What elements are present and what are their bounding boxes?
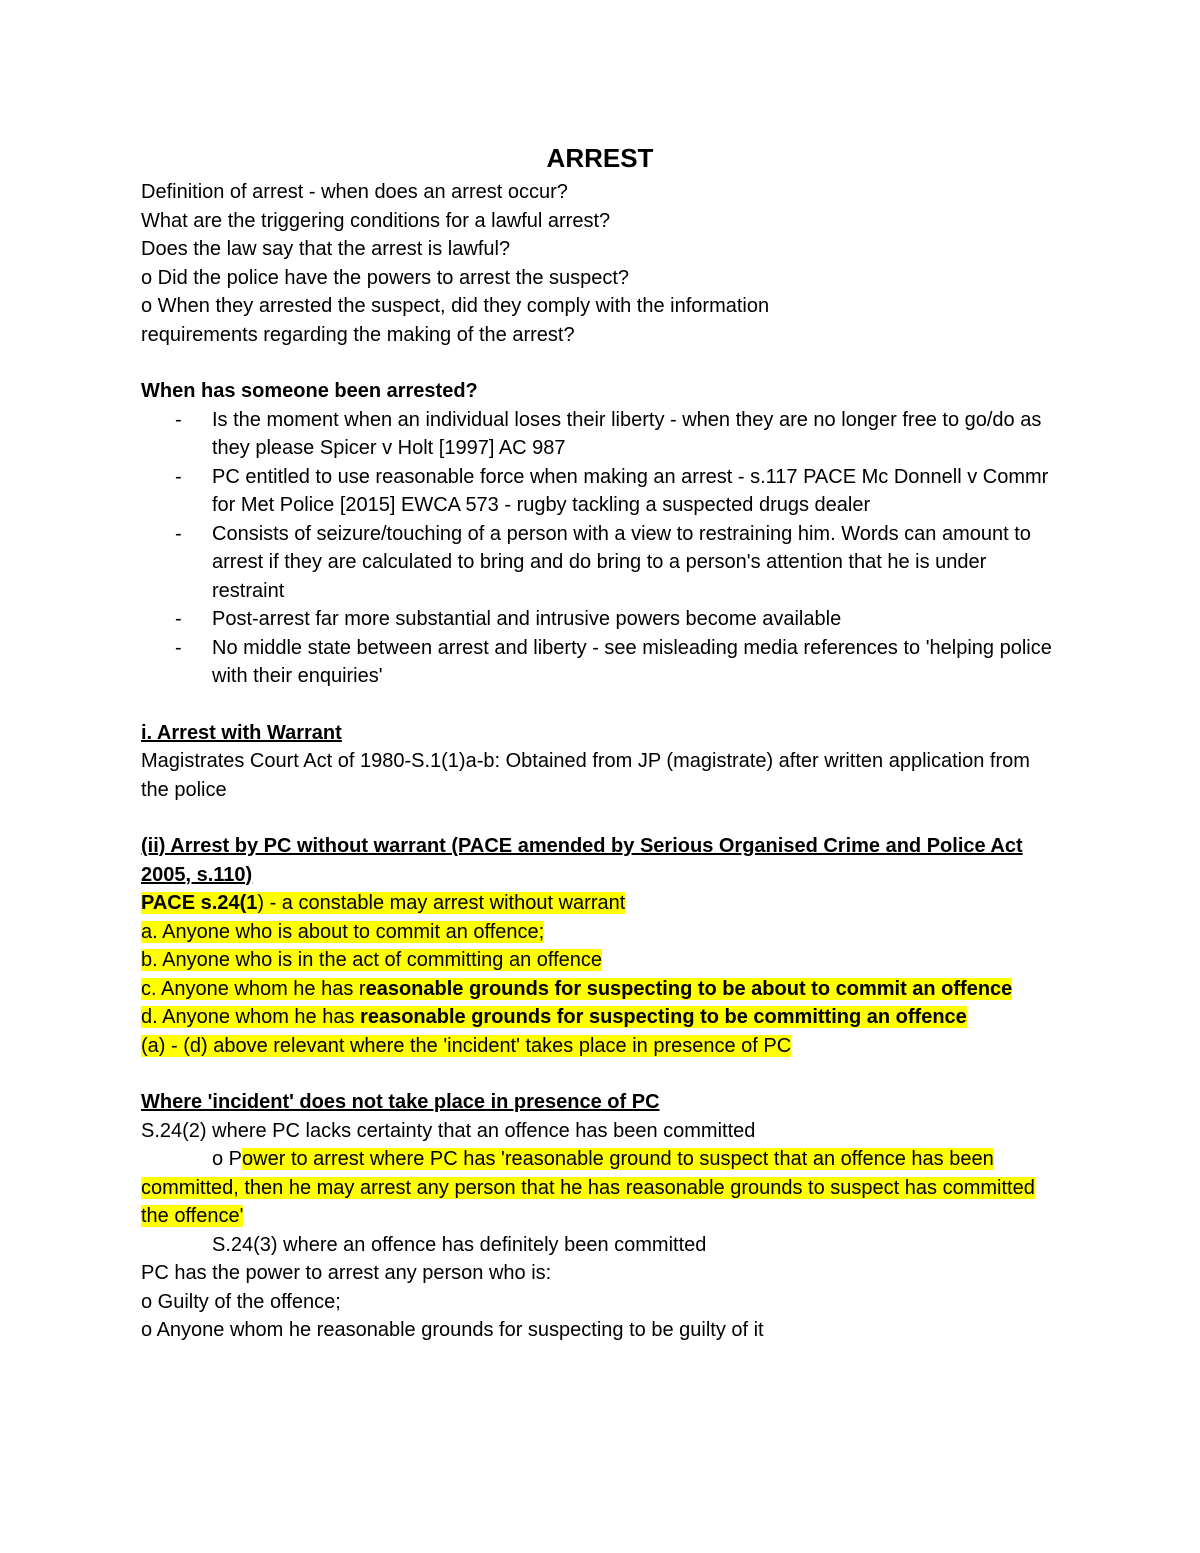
pace-highlight xyxy=(141,892,625,914)
list-item xyxy=(141,634,1061,691)
item-a-text: a. Anyone who is about to commit an offence; xyxy=(141,920,545,943)
bullet-dash: - xyxy=(175,636,182,659)
list-item xyxy=(141,463,1061,520)
bullet-dash: - xyxy=(175,608,182,630)
anyone-line: o Anyone whom he reasonable grounds for suspecting to be guilty of it xyxy=(141,1319,764,1341)
section-heading-arrest-without-warrant: (ii) Arrest by PC without warrant (PACE amended by Serious Organised Crime and Police Act 2005, s.110) xyxy=(141,835,1023,886)
spacer xyxy=(141,1060,1061,1088)
spacer xyxy=(141,691,1061,719)
bullet-text: Consists of seizure/touching of a person with a view to restraining him. Words can amount to arrest if they are calculated to bring and do bring to a person's attention that he is under restraint xyxy=(212,522,1031,602)
item-b-text: b. Anyone who is in the act of committing an offence xyxy=(141,949,603,971)
section-heading-incident-not-present: Where 'incident' does not take place in presence of PC xyxy=(141,1091,660,1113)
s24-2-line: S.24(2) where PC lacks certainty that an offence has been committed xyxy=(141,1119,756,1142)
bullet-dash: - xyxy=(175,465,182,488)
section-heading-when-arrested: When has someone been arrested? xyxy=(141,380,478,402)
note-text: (a) - (d) above relevant where the 'incident' takes place in presence of PC xyxy=(141,1034,792,1057)
note-line xyxy=(141,1032,1061,1061)
item-d xyxy=(141,1003,971,1032)
item-c-prefix: c. Anyone whom he has r xyxy=(141,977,366,1000)
intro-line-4: o Did the police have the powers to arrest the suspect? xyxy=(141,266,630,289)
bullet-list xyxy=(141,406,1061,691)
bullet-text: No middle state between arrest and liberty - see misleading media references to 'helping police with their enquiries' xyxy=(212,636,1052,687)
guilty-line: o Guilty of the offence; xyxy=(141,1290,341,1313)
spacer xyxy=(141,804,1061,832)
item-a xyxy=(141,918,1061,947)
item-c-bold: easonable grounds for suspecting to be about to commit an offence xyxy=(365,977,1013,1000)
s24-3-line: S.24(3) where an offence has definitely been committed xyxy=(212,1233,707,1256)
bullet-text: Post-arrest far more substantial and intrusive powers become available xyxy=(212,608,842,630)
spacer xyxy=(141,349,1061,377)
list-item xyxy=(141,520,1061,606)
power-paragraph xyxy=(141,1145,1061,1231)
document-body xyxy=(141,142,1061,1345)
bullet-text: PC entitled to use reasonable force when making an arrest - s.117 PACE Mc Donnell v Commr for Met Police [2015] EWCA 573 - rugby tackling a suspected drugs dealer xyxy=(212,465,1049,516)
item-d-prefix: d. Anyone whom he has xyxy=(141,1006,361,1028)
document-title: ARREST xyxy=(546,143,654,173)
item-c xyxy=(141,975,1021,1004)
power-text: ower to arrest where PC has 'reasonable ground to suspect that an offence has been committed, then he may arrest any person that he has reasonable grounds to suspect has committed the offence' xyxy=(141,1148,1035,1227)
pace-section-ref: PACE s.24(1 xyxy=(141,892,258,914)
section-heading-arrest-with-warrant: i. Arrest with Warrant xyxy=(141,721,342,744)
intro-line-6: requirements regarding the making of the arrest? xyxy=(141,323,575,346)
item-b xyxy=(141,946,1061,975)
bullet-dash: - xyxy=(175,408,182,431)
intro-line-3: Does the law say that the arrest is lawful? xyxy=(141,238,511,260)
pc-power-line: PC has the power to arrest any person who is: xyxy=(141,1262,552,1284)
power-prefix: o P xyxy=(212,1148,243,1170)
pace-section-text: ) - a constable may arrest without warrant xyxy=(257,892,626,914)
item-d-bold: reasonable grounds for suspecting to be committing an offence xyxy=(360,1006,967,1028)
pace-line xyxy=(141,889,1061,918)
warrant-text: Magistrates Court Act of 1980-S.1(1)a-b: Obtained from JP (magistrate) after written application from the police xyxy=(141,750,1030,801)
list-item xyxy=(141,605,1061,634)
intro-line-2: What are the triggering conditions for a lawful arrest? xyxy=(141,209,611,232)
bullet-dash: - xyxy=(175,522,182,545)
intro-line-1: Definition of arrest - when does an arrest occur? xyxy=(141,181,568,203)
list-item xyxy=(141,406,1061,463)
intro-line-5: o When they arrested the suspect, did they comply with the information xyxy=(141,295,770,317)
bullet-text: Is the moment when an individual loses their liberty - when they are no longer free to go/do as they please Spicer v Holt [1997] AC 987 xyxy=(212,408,1042,459)
